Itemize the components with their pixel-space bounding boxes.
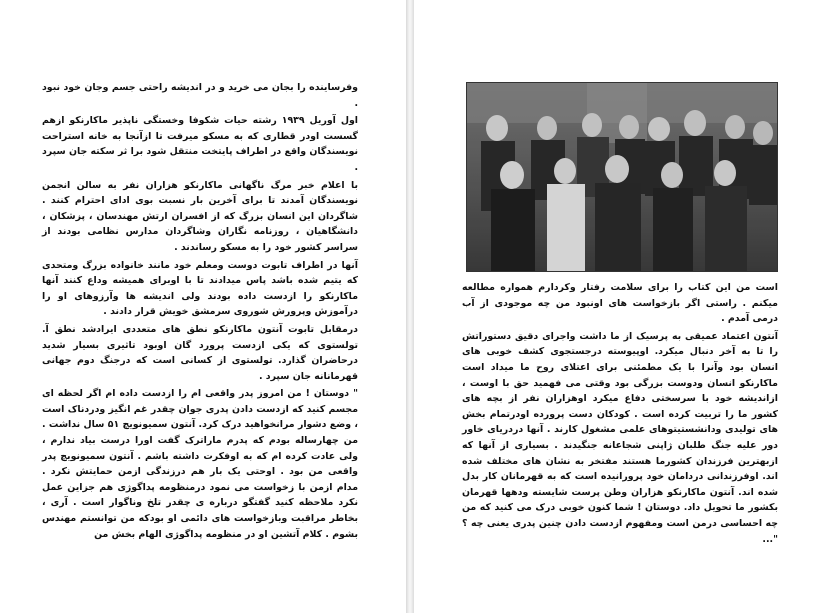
book-gutter xyxy=(406,0,414,613)
paragraph: درمقابل تابوت آنتون ماکارنکو نطق های متعددی ایرادشد نطق آ. تولستوی که یکی ازدست پرورد گان اوبود تاثیری بسیار شدید درحاضران گذارد. تولستوی از کسانی است که درجنگ دوم جهانی قهرمانانه جان سپرد . xyxy=(42,323,358,382)
paragraph: وفرسایندە را بجان می خرید و در اندیشه راحتی جسم وجان خود نبود . xyxy=(42,82,358,109)
paragraph: آنها در اطراف تابوت دوست ومعلم خود مانند خانواده بزرگ ومتحدی که یتیم شده باشد پاس میدادند تا با اوبرای همیشه وداع کنند آنها ماکارنکو را ازدست داده بودند ولی اندیشه ها وآرزوهای او را درآموزش وپرورش شوروی سرمشق خویش قرار دادند . xyxy=(42,259,358,318)
paragraph: است من این کتاب را برای سلامت رفتار وکردارم همواره مطالعه میکنم . راستی اگر بازخواست های اونبود من چه موجودی از آب درمی آمدم . xyxy=(462,282,778,325)
paragraph: اول آوریل ۱۹۳۹ رشته حیات شکوفا وخستگی ناپذیر ماکارنکو ازهم گسست اودر قطاری که به مسکو میرفت تا ازآنجا به خانه استراحت نویسندگان واقع در اطراف پایتخت منتقل شود برا ثر سکته جان سپرد . xyxy=(42,115,359,173)
paragraph: " دوستان ! من امروز پدر واقعی ام را ازدست داده ام اگر لحظه ای مجسم کنید که ازدست دادن پدری جوان چقدر غم انگیز ودردناک است ، وضع دشوار مرانخواهید درک کرد. آنتون سمیونویچ ۵۱ سال نداشت . من چهارساله بودم که پدرم ماراترک گفت اورا درست بیاد ندارم ، ولی عادت کرده ام که به اوفکرت داشته باشم . آنتون سمیونویچ پدر واقعی من بود . اوحتی یک بار هم درزندگی ازمن حمایتش نکرد . مدام ازمن با زخواست می نمود درمنظومه پداگوژی هم جزاین عمل نکرد ملاحظه کنید گفتگو درباره ی چقدر تلخ وناگوار است . آری ، بخاطر مراقبت وبازخواست های دائمی او بودکه من توانستم مهندس بشوم . کلام آتشین او در منظومه پداگوژی الهام بخش من xyxy=(42,388,358,540)
group-photo xyxy=(466,82,778,272)
left-page-text xyxy=(42,80,358,544)
left-page xyxy=(0,0,406,613)
right-page-text xyxy=(462,280,778,549)
paragraph: آنتون اعتماد عمیقی به پرسیک از ما داشت واجرای دقیق دستوراتش را تا به آخر دنبال میکرد. اوپیوسته درجستجوی کشف خوبی های انسان بود وآنرا با یک مطمئنی برای اعتلای روح ما میداد است ماکارنکو انسان ودوست بزرگی بود وقتی می فهمید حق با اوست ، ازاندیشه خود با سرسختی دفاع میکرد اوهزاران نفر از بچه های کشور ما را تربیت کرده است . کودکان دست پرورده اودرتمام بخش های تولیدی ودانشستیتوهای علمی مشغول کارند . آنها دردریای خاور دور علیه جنگ طلبان ژاپنی شجاعانه جنگیدند . بسیاری از آنها که ازبهترین فرزندان کشورما هستند مفتخر به نشان های مختلف شده اند. اوفرزندانی دردامان خود پرورانیده است که به قهرمانان کار بدل شده اند. آنتون ماکارنکو هزاران وطن پرست شایسته ودهها قهرمان بکشور ما تحویل داد. دوستان ! شما کنون خوبی درک می کنید که من چه احساسی درمن است ومفهوم ازدست دادن چنین پدری یعنی چه ؟ "... xyxy=(462,330,778,545)
right-page xyxy=(414,0,830,613)
paragraph: با اعلام خبر مرگ ناگهانی ماکارنکو هزاران نفر به سالن انجمن نویسندگان آمدند تا برای آخرین بار نسبت بوی ادای احترام کنند . شاگردان این انسان بزرگ که از افسران ارتش مهندسان ، پزشکان ، دانشگاهیان ، روزنامه نگاران وشاگردان مدارس نظامی بودند از سراسر کشور خود را به مسکو رساندند . xyxy=(42,179,358,253)
